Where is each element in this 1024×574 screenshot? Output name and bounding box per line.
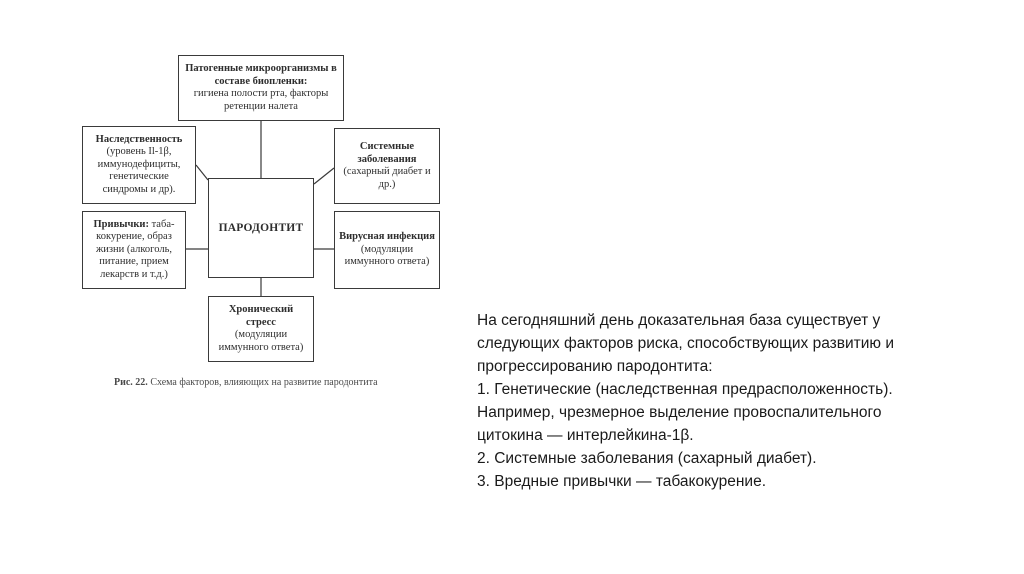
text-line: На сегодняшний день доказательная база существует у (477, 312, 881, 329)
box-habits-content (87, 219, 181, 282)
box-pathogens-title: Патогенные микроорганизмы в составе биопленки: (185, 63, 337, 87)
connector-heredity (196, 165, 208, 180)
box-systemic-title: Системные заболевания (357, 141, 417, 165)
figure-caption (114, 377, 378, 388)
box-pathogens-text: гигиена полости рта, факторы ретенции налета (193, 88, 329, 112)
text-line: 1. Генетические (наследственная предрасположенность). (477, 381, 893, 398)
text-line: следующих факторов риска, способствующих развитию и (477, 335, 895, 352)
box-systemic-text: (сахарный диабет и др.) (343, 166, 431, 190)
box-pathogens (178, 55, 344, 121)
risk-factors-text (477, 309, 997, 493)
figure-caption-text: Схема факторов, влияющих на развитие пародонтита (150, 377, 378, 388)
box-systemic (334, 128, 440, 204)
box-habits-title: Привычки: (93, 218, 149, 230)
text-line: 2. Системные заболевания (сахарный диабет). (477, 450, 817, 467)
box-stress-text: (модуляции иммунного ответа) (218, 329, 304, 353)
box-stress (208, 296, 314, 362)
box-viral (334, 211, 440, 289)
box-habits-text: таба-кокурение, образ жизни (алкоголь, питание, прием лекарств и т.д.) (95, 218, 175, 280)
figure-caption-label: Рис. 22. (114, 377, 148, 388)
connector-systemic (314, 168, 334, 184)
box-periodontitis-title: ПАРОДОНТИТ (218, 221, 304, 234)
text-line: цитокина — интерлейкина-1β. (477, 427, 694, 444)
text-line: Например, чрезмерное выделение провоспалительного (477, 404, 882, 421)
box-habits (82, 211, 186, 289)
risk-factor-diagram (0, 0, 460, 420)
box-stress-title: Хронический стресс (228, 304, 294, 328)
box-heredity-title: Наследственность (95, 133, 183, 145)
box-heredity (82, 126, 196, 204)
box-viral-text: (модуляции иммунного ответа) (344, 243, 430, 268)
box-viral-title: Вирусная инфекция (339, 231, 435, 243)
box-periodontitis (208, 178, 314, 278)
box-heredity-text: (уровень Il-1β, иммунодефициты, генетические синдромы и др). (97, 146, 181, 195)
text-line: прогрессированию пародонтита: (477, 358, 713, 375)
text-line: 3. Вредные привычки — табакокурение. (477, 473, 766, 490)
